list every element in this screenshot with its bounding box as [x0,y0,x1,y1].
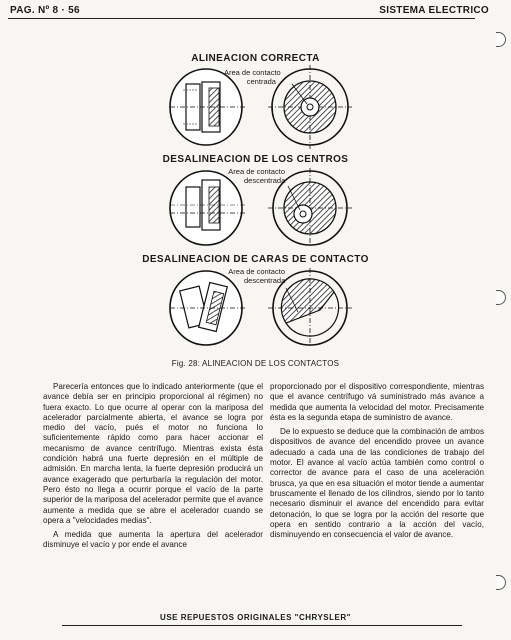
binder-hole [496,575,506,590]
callout-line-2: descentrada [244,175,286,185]
paragraph: Parecería entonces que lo indicado anteriormente (que el avance debía ser en principio proporcional al régimen) no fuera exacto. Lo que ocurre al operar con la mariposa del acelerador parcialmente abierta, el avance se logra por medio del vacío, pués el motor no funciona lo suficientemente rápido como para hacer accionar el mecanismo de avance centrífugo. Mientras exista ésta condición habrá una fuerte depresión en el múltiple de admisión. En marcha lenta, la fuerte depresión producirá un avance exagerado que perturbaría la regulación del motor. Pero ésto no llega a ocurrir porque el vacío de la parte superior de la mariposa del acelerador permite que el avance aumente a medida que se abre el acelerador cuando se opera a "velocidades medias". [43,382,264,525]
paragraph: De lo expuesto se deduce que la combinación de ambos dispositivos de avance del encendido provee un avance adecuado a cada una de las condiciones de trabajo del motor. El avance al vacío actúa también como control o corrector de avance para el caso de una aceleración brusca, ya que en esa situación el motor tiende a aumentar bruscamente el llenado de los cilindros, siendo por lo tanto necesario disminuir el avance del encendido para evitar detonación, lo que se logra por la acción del resorte que opera en sentido contrario a la acción del vacío, disminuyendo en consecuencia el valor de avance. [270,427,484,540]
paragraph: proporcionado por el dispositivo correspondiente, mientras que el avance centrífugo vá suministrado más avance a medida que aumenta la velocidad del motor. Precisamente ésta es la segunda etapa de suministro de avance. [270,382,484,422]
callout-line-2: descentrada [244,275,286,285]
footer-rule [62,625,462,626]
diagram-centers [170,168,352,248]
paragraph: A medida que aumenta la apertura del acelerador disminuye el vacío y por ende el avance [43,530,263,550]
section-title: SISTEMA ELECTRICO [379,5,489,16]
diagram-title-faces: DESALINEACION DE CARAS DE CONTACTO [142,254,369,265]
figure-caption: Fig. 28: ALINEACION DE LOS CONTACTOS [171,359,340,368]
callout-line-1: Area de contacto [228,267,285,276]
left-column [43,382,263,551]
diagram-title-centers: DESALINEACION DE LOS CENTROS [162,154,349,165]
diagram-correct [170,65,352,149]
callout-line-2: centrada [246,76,276,86]
callout-line-1: Area de contacto [224,68,281,77]
page-number: PAG. Nº 8 · 56 [10,5,80,16]
callout-line-1: Area de contacto [228,167,285,176]
diagram-title-correct: ALINEACION CORRECTA [191,53,320,64]
diagram-faces [170,268,352,348]
footer-note: USE REPUESTOS ORIGINALES "CHRYSLER" [160,613,351,622]
right-column [270,382,484,540]
